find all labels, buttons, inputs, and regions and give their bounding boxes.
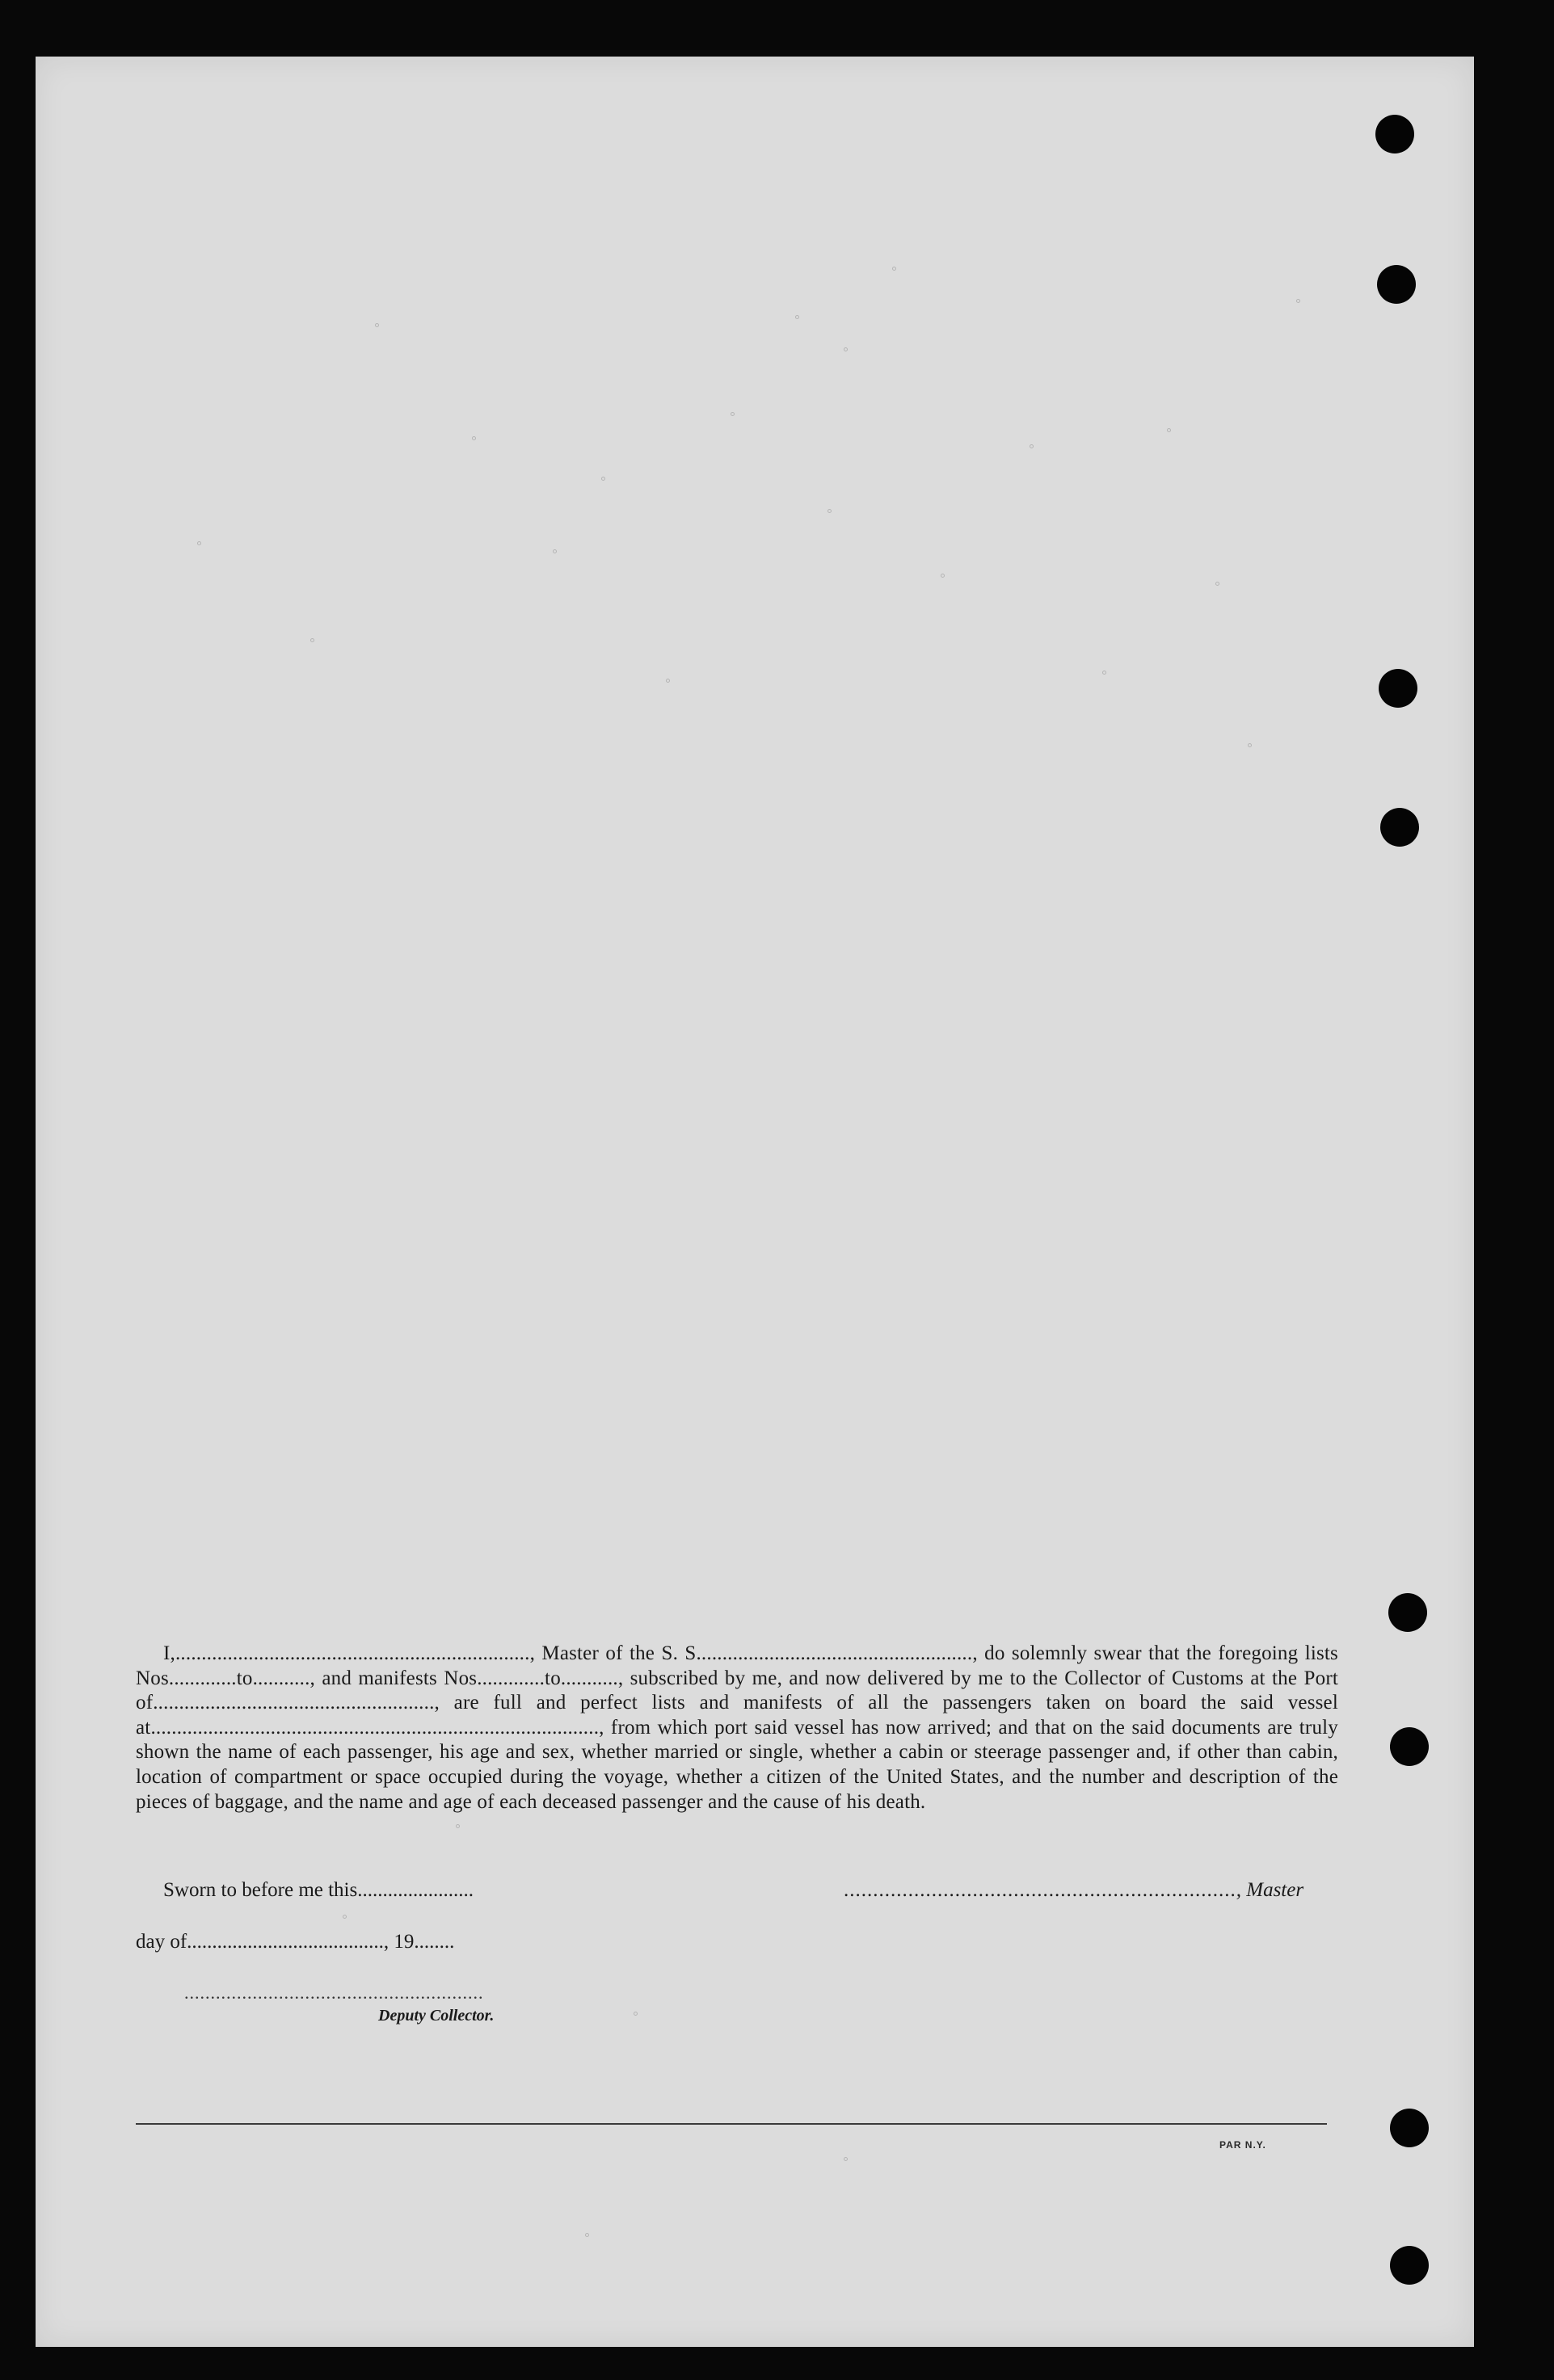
deputy-signature-dots xyxy=(184,1983,484,2004)
paper-speck xyxy=(941,574,945,578)
paper-speck xyxy=(666,679,670,683)
bottom-rule xyxy=(136,2123,1327,2125)
oath-text: I,...................................................................., Master of the S. S....................................................., do solemnly swear that the foregoing lists Nos.............to..........., and manifests Nos.............to..........., subscribed by me, and now delivered by me to the Collector of Customs at the Port of......................................................, are full and perfect lists and manifests of all the passengers taken on board the said vessel at......................................................................................, from which port said vessel has now arrived; and that on the said documents are truly shown the name of each passenger, his age and sex, whether married or single, whether a cabin or steerage passenger and, if other than cabin, location of compartment or space occupied during the voyage, whether a citizen of the United States, and the number and description of the pieces of baggage, and the name and age of each deceased passenger and the cause of his death. xyxy=(136,1642,1338,1813)
punch-hole xyxy=(1379,669,1417,708)
punch-hole xyxy=(1390,2246,1429,2285)
paper-speck xyxy=(456,1824,460,1828)
paper-speck xyxy=(1102,671,1106,675)
punch-hole xyxy=(1390,1727,1429,1766)
paper-speck xyxy=(634,2012,638,2016)
sworn-label: Sworn to before me this....................... xyxy=(163,1879,474,1901)
punch-hole xyxy=(1380,808,1419,847)
paper-speck xyxy=(553,549,557,553)
paper-speck xyxy=(828,509,832,513)
paper-speck xyxy=(197,541,201,545)
paper-speck xyxy=(585,2233,589,2237)
paper-speck xyxy=(601,477,605,481)
paper-speck xyxy=(1215,582,1219,586)
master-signature-dots: ................................................................... xyxy=(844,1879,1236,1901)
printer-mark xyxy=(1219,2139,1266,2151)
paper-speck xyxy=(1296,299,1300,303)
master-signature-line xyxy=(844,1879,1303,1902)
masters-oath xyxy=(136,1642,1338,1814)
paper-speck xyxy=(844,2157,848,2161)
paper-speck xyxy=(844,347,848,351)
sworn-before-line xyxy=(163,1879,474,1902)
paper-speck xyxy=(310,638,314,642)
deputy-collector-label xyxy=(378,2007,494,2025)
day-of-line xyxy=(136,1931,454,1953)
manifest-page xyxy=(36,57,1474,2347)
paper-speck xyxy=(375,323,379,327)
punch-hole xyxy=(1377,265,1416,304)
paper-speck xyxy=(795,315,799,319)
master-label: , Master xyxy=(1236,1879,1304,1901)
paper-speck xyxy=(1167,428,1171,432)
paper-speck xyxy=(472,436,476,440)
day-of-text: day of......................................., 19........ xyxy=(136,1931,455,1953)
printer-mark-text: PAR N.Y. xyxy=(1219,2139,1266,2151)
punch-hole xyxy=(1375,115,1414,153)
deputy-label: Deputy Collector. xyxy=(378,2007,495,2025)
punch-hole xyxy=(1390,2109,1429,2147)
deputy-dots: ......................................................... xyxy=(184,1983,484,2003)
paper-speck xyxy=(892,267,896,271)
paper-speck xyxy=(731,412,735,416)
paper-speck xyxy=(343,1915,347,1919)
paper-speck xyxy=(1030,444,1034,448)
paper-speck xyxy=(1248,743,1252,747)
punch-hole xyxy=(1388,1593,1427,1632)
